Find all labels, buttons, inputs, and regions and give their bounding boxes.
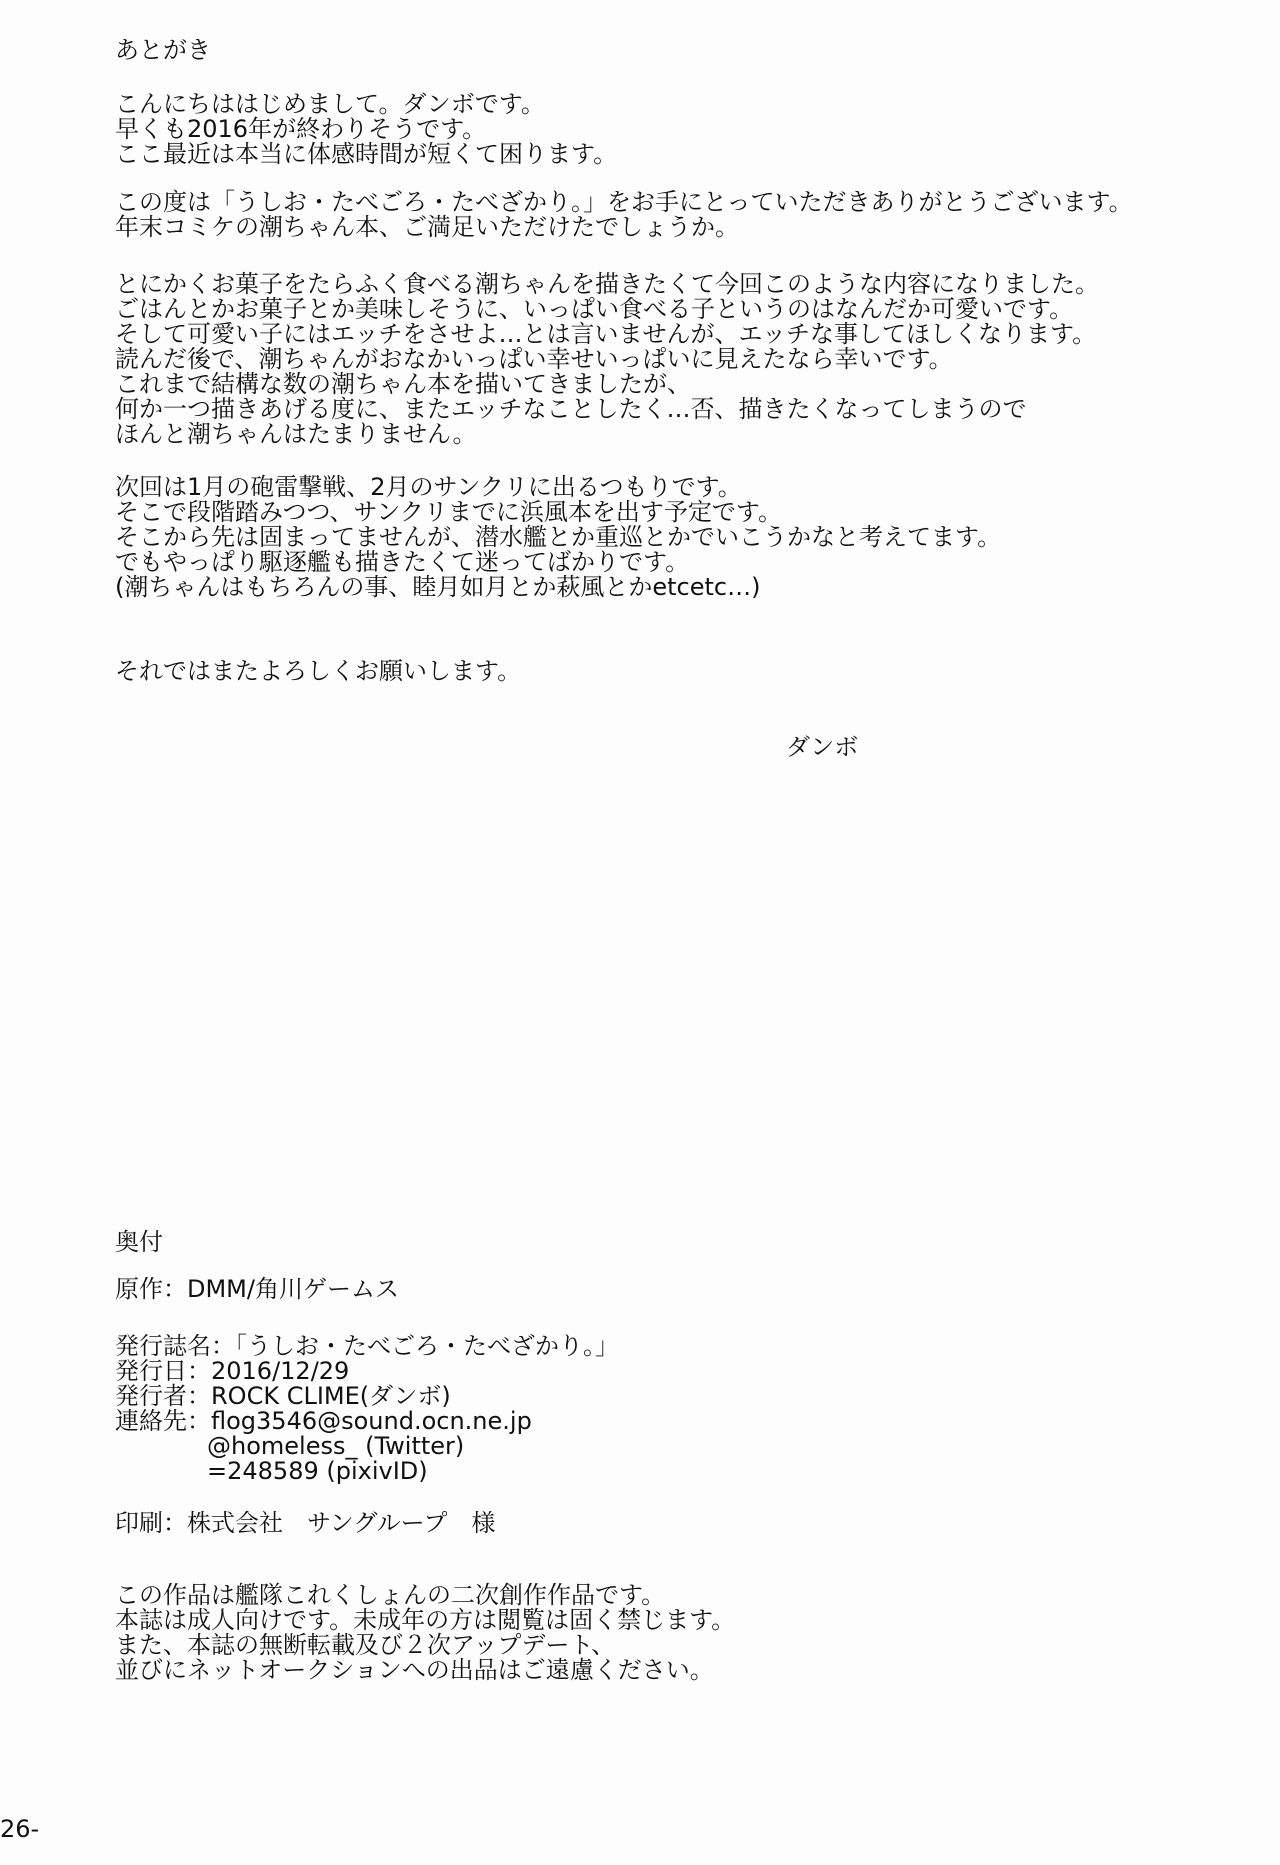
text-line: ほんと潮ちゃんはたまりません。 [115,420,477,448]
text-line: 発行誌名：「うしお・たべごろ・たべざかり。」 [115,1332,619,1360]
text-line: それではまたよろしくお願いします。 [115,657,522,685]
text-line: 早くも2016年が終わりそうです。 [115,115,487,143]
colophon-title: 奥付 [115,1228,163,1256]
text-line: 何か一つ描きあげる度に、またエッチなことしたく…否、描きたくなってしまうので [115,395,1027,423]
contact-extra-lines [115,1434,619,1484]
text-line: 並びにネットオークションへの出品はご遠慮ください。 [115,1656,714,1684]
text-line: ここ最近は本当に体感時間が短くて困ります。 [115,140,618,168]
author-signature: ダンボ [786,733,859,761]
publication-lines [115,1334,619,1434]
afterword-paragraph-4 [115,475,1001,600]
colophon-original-work: 原作：DMM/角川ゲームス [115,1275,399,1303]
afterword-title: あとがき [115,36,211,64]
text-line: @homeless_ (Twitter) [207,1432,465,1460]
text-line: 発行日：2016/12/29 [115,1357,350,1385]
text-line: 本誌は成人向けです。未成年の方は閲覧は固く禁じます。 [115,1606,736,1634]
text-line: また、本誌の無断転載及び２次アップデート、 [115,1631,616,1659]
text-line: 読んだ後で、潮ちゃんがおなかいっぱい幸せいっぱいに見えたなら幸いです。 [115,345,953,373]
text-line: 連絡先：flog3546@sound.ocn.ne.jp [115,1407,532,1435]
text-line: でもやっぱり駆逐艦も描きたくて迷ってばかりです。 [115,548,690,576]
text-line: そして可愛い子にはエッチをさせよ…とは言いませんが、エッチな事してほしくなります。 [115,320,1097,348]
afterword-paragraph-1 [115,92,617,167]
text-line: こんにちははじめまして。ダンボです。 [115,90,545,118]
colophon-printing: 印刷：株式会社 サングループ 様 [115,1509,496,1537]
afterword-paragraph-2 [115,190,1133,240]
text-line: そこで段階踏みつつ、サンクリまでに浜風本を出す予定です。 [115,498,782,526]
text-line: とにかくお菓子をたらふく食べる潮ちゃんを描きたくて今回このような内容になりました。 [115,270,1099,298]
colophon-publication-info [115,1334,619,1484]
text-line: この作品は艦隊これくしょんの二次創作作品です。 [115,1581,666,1609]
text-line: 次回は1月の砲雷撃戦、2月のサンクリに出るつもりです。 [115,473,742,501]
text-line: 年末コミケの潮ちゃん本、ご満足いただけたでしょうか。 [115,213,739,241]
afterword-paragraph-3 [115,272,1099,447]
afterword-paragraph-5 [115,659,521,684]
text-line: そこから先は固まってませんが、潜水艦とか重巡とかでいこうかなと考えてます。 [115,523,1002,551]
text-line: ごはんとかお菓子とか美味しそうに、いっぱい食べる子というのはなんだか可愛いです。 [115,295,1074,323]
text-line: (潮ちゃんはもちろんの事、睦月如月とか萩風とかetcetc…) [115,573,761,601]
text-line: 発行者：ROCK CLIME(ダンボ) [115,1382,451,1410]
text-line: この度は「うしお・たべごろ・たべざかり。」をお手にとっていただきありがとうございます。 [115,188,1133,216]
text-line: これまで結構な数の潮ちゃん本を描いてきましたが、 [115,370,691,398]
copyright-notice [115,1583,735,1683]
text-line: =248589 (pixivID) [207,1457,428,1485]
page-number: 26- [0,1815,40,1843]
